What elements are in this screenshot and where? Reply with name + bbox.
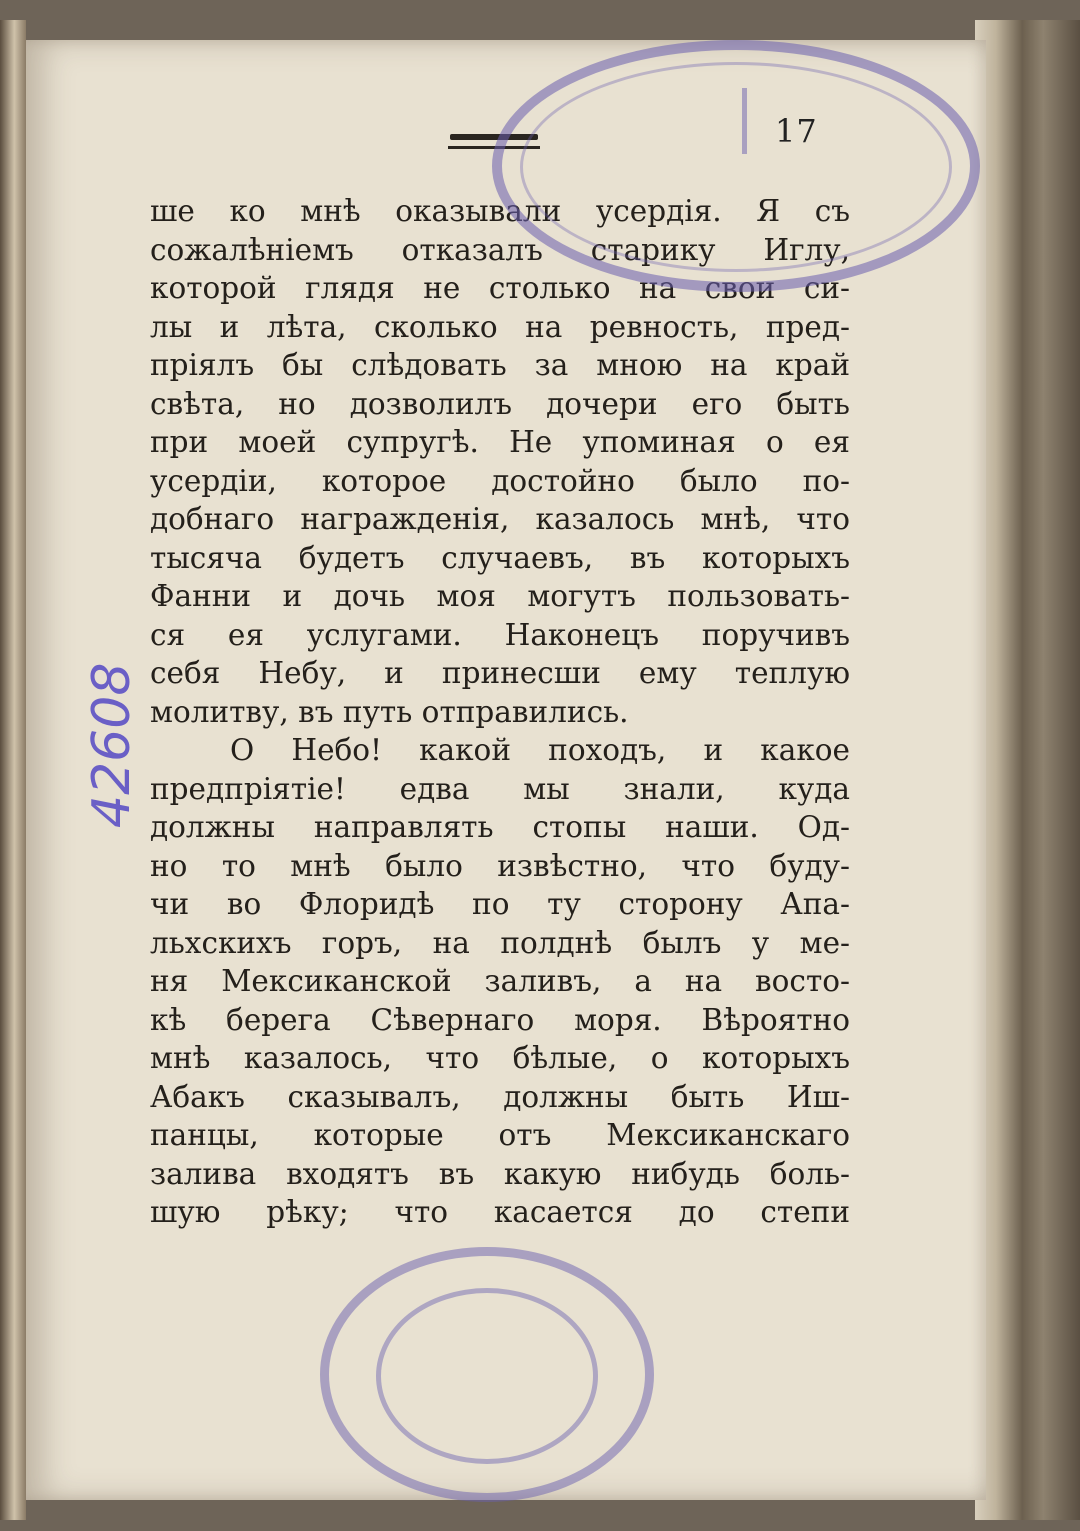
text-line: ся ея услугами. Наконецъ поручивъ — [150, 617, 850, 652]
text-line: чи во Флоридѣ по ту сторону Апа- — [150, 887, 850, 921]
text-line: добнаго награжденія, казалось мнѣ, что — [150, 502, 850, 536]
text-line: но то мнѣ было извѣстно, что буду- — [150, 848, 850, 883]
text-line: мнѣ казалось, что бѣлые, о которыхъ — [150, 1041, 850, 1075]
text-line: пріялъ бы слѣдовать за мною на край — [150, 348, 850, 382]
library-stamp-bottom-inner-ring — [376, 1288, 598, 1464]
left-page-edge — [0, 20, 26, 1520]
text-line: предпріятіе! едва мы знали, куда — [150, 771, 850, 806]
text-line: Абакъ сказывалъ, должны быть Иш- — [150, 1079, 850, 1114]
text-line: панцы, которые отъ Мексиканскаго — [150, 1118, 850, 1152]
text-line: сожалѣніемъ отказалъ старику Иглу, — [150, 232, 850, 267]
body-text — [150, 192, 850, 1232]
text-line: тысяча будетъ случаевъ, въ которыхъ — [150, 540, 850, 575]
text-line: лы и лѣта, сколько на ревность, пред- — [150, 309, 850, 344]
text-line: ше ко мнѣ оказывали усердія. Я съ — [150, 194, 850, 228]
text-line: усердіи, которое достойно было по- — [150, 463, 850, 498]
library-stamp-top-inner-ring — [520, 62, 952, 272]
text-line: свѣта, но дозволилъ дочери его быть — [150, 386, 850, 421]
inventory-number-handwritten: 42608 — [82, 662, 142, 828]
text-line: должны направлять стопы наши. Од- — [150, 810, 850, 844]
page-number: 17 — [775, 112, 818, 150]
text-line: себя Небу, и принесши ему теплую — [150, 656, 850, 690]
text-line: молитву, въ путь отправились. — [150, 694, 629, 729]
text-line: залива входятъ въ какую нибудь боль- — [150, 1156, 850, 1191]
text-line: кѣ берега Сѣвернаго моря. Вѣроятно — [150, 1002, 850, 1037]
text-line: шую рѣку; что касается до степи — [150, 1195, 850, 1229]
text-line: при моей супругѣ. Не упоминая о ея — [150, 425, 850, 459]
library-stamp-top-mark — [742, 88, 747, 154]
text-line: которой глядя не столько на свои си- — [150, 271, 850, 305]
book-page-edges — [975, 20, 1080, 1520]
text-line: О Небо! какой походъ, и какое — [230, 733, 850, 767]
text-line: Фанни и дочь моя могутъ пользовать- — [150, 579, 850, 613]
text-line: льхскихъ горъ, на полднѣ былъ у ме- — [150, 925, 850, 960]
text-line: ня Мексиканской заливъ, а на восто- — [150, 964, 850, 998]
